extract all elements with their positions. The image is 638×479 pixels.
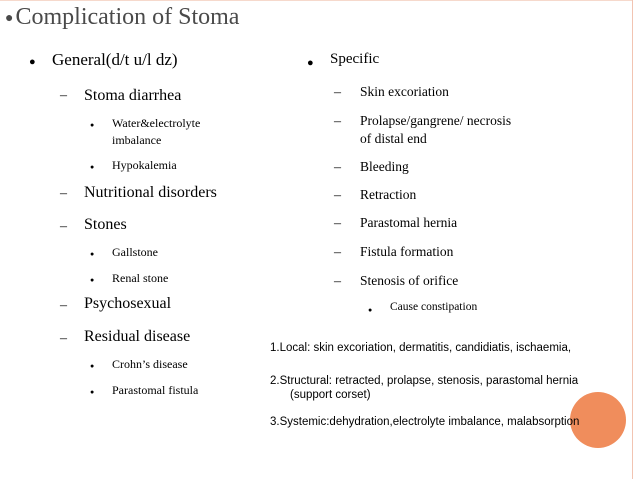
title-text: Complication of Stoma: [15, 4, 240, 30]
dash-icon: –: [60, 298, 67, 313]
parastomal-hernia: Parastomal hernia: [360, 215, 458, 230]
note-local: 1.Local: skin excoriation, dermatitis, candidiatis, ischaemia,: [270, 342, 572, 354]
renal-stone: Renal stone: [112, 271, 169, 285]
dash-icon: –: [334, 85, 341, 100]
bullet-icon: ●: [368, 306, 373, 314]
stones: Stones: [84, 216, 127, 233]
nutritional-disorders: Nutritional disorders: [84, 184, 217, 201]
bullet-icon: ●: [90, 163, 95, 171]
dash-icon: –: [60, 331, 67, 346]
prolapse-line2: of distal end: [360, 131, 427, 146]
slide-title: [5, 4, 239, 31]
bullet-icon: ●: [90, 121, 95, 129]
bullet-icon: ●: [90, 362, 95, 370]
cause-constipation: Cause constipation: [390, 301, 478, 313]
bullet-icon: ●: [90, 388, 95, 396]
water-electrolyte-line2: imbalance: [112, 133, 162, 147]
gallstone: Gallstone: [112, 245, 158, 259]
general-heading: General(d/t u/l dz): [52, 50, 178, 69]
parastomal-fistula: Parastomal fistula: [112, 383, 199, 397]
residual-disease: Residual disease: [84, 328, 191, 345]
fistula-formation: Fistula formation: [360, 244, 454, 259]
slide-right-border: [632, 0, 633, 479]
note-structural: 2.Structural: retracted, prolapse, stenosis, parastomal hernia: [270, 375, 579, 387]
specific-heading: Specific: [330, 51, 380, 67]
stenosis-of-orifice: Stenosis of orifice: [360, 273, 459, 288]
bullet-icon: ●: [90, 250, 95, 258]
slide-top-border: [0, 0, 633, 1]
dash-icon: –: [334, 216, 341, 231]
dash-icon: –: [60, 88, 67, 103]
crohns-disease: Crohn’s disease: [112, 357, 188, 371]
bullet-icon: ●: [90, 276, 95, 284]
skin-excoriation: Skin excoriation: [360, 84, 449, 99]
bullet-icon: ●: [29, 56, 36, 68]
prolapse-line1: Prolapse/gangrene/ necrosis: [360, 113, 512, 128]
dash-icon: –: [334, 274, 341, 289]
dash-icon: –: [334, 188, 341, 203]
bullet-icon: ●: [5, 11, 14, 26]
psychosexual: Psychosexual: [84, 295, 172, 312]
dash-icon: –: [334, 114, 341, 129]
stoma-diarrhea: Stoma diarrhea: [84, 87, 182, 104]
dash-icon: –: [60, 219, 67, 234]
note-structural-corset: (support corset): [290, 389, 371, 401]
dash-icon: –: [334, 245, 341, 260]
retraction: Retraction: [360, 187, 417, 202]
water-electrolyte-line1: Water&electrolyte: [112, 116, 201, 130]
hypokalemia: Hypokalemia: [112, 158, 177, 172]
bullet-icon: ●: [307, 57, 314, 69]
dash-icon: –: [334, 160, 341, 175]
note-systemic: 3.Systemic:dehydration,electrolyte imbalance, malabsorption: [270, 416, 580, 428]
dash-icon: –: [60, 186, 67, 201]
bleeding: Bleeding: [360, 159, 409, 174]
